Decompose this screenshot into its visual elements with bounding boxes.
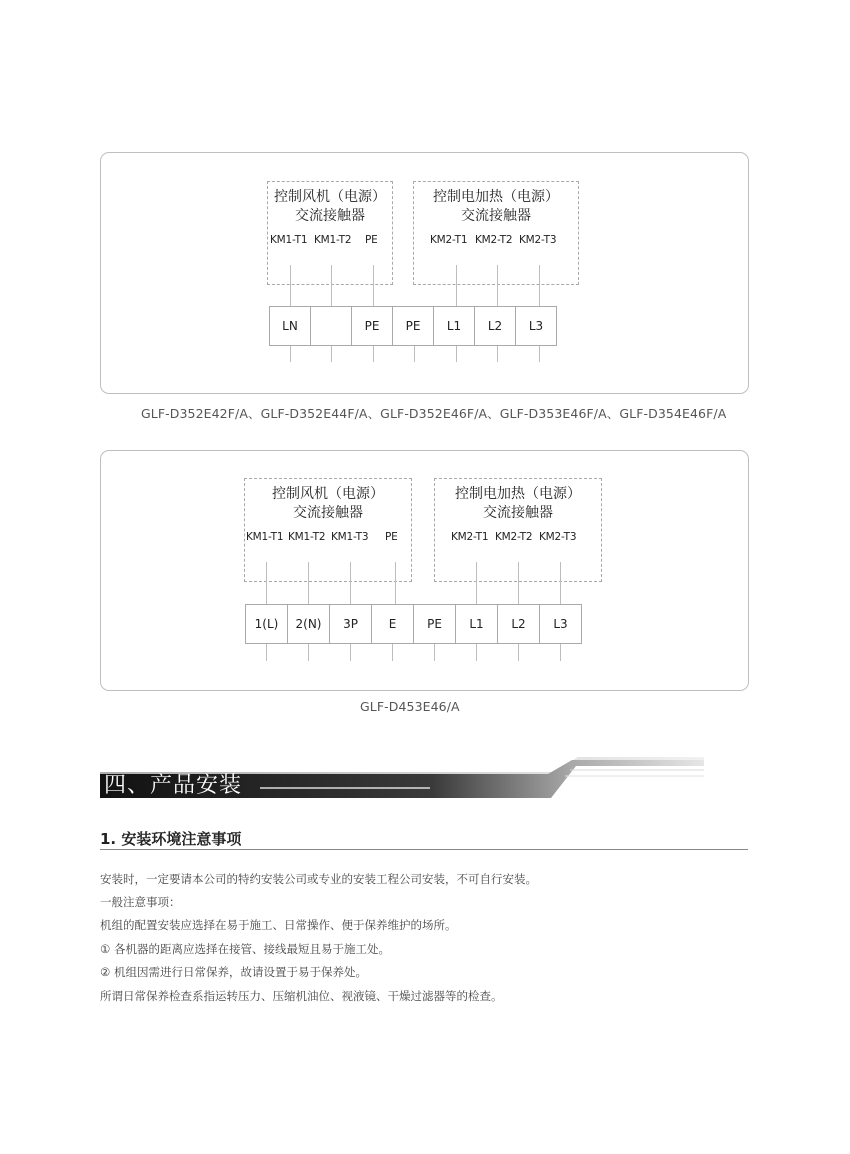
km-label: KM1-T2: [314, 234, 352, 246]
wire: [434, 644, 435, 661]
wire: [395, 562, 396, 604]
km-label: KM2-T2: [495, 531, 533, 543]
wire: [560, 562, 561, 604]
heater-contactor-box: [413, 181, 579, 285]
km-label: KM1-T2: [288, 531, 326, 543]
terminal: L2: [497, 604, 540, 644]
wire: [266, 562, 267, 604]
paragraph: 安装时，一定要请本公司的特约安装公司或专业的安装工程公司安装，不可自行安装。: [100, 872, 537, 886]
fan-contactor-title: 控制风机（电源）: [274, 189, 386, 205]
paragraph: 机组的配置安装应选择在易于施工、日常操作、便于保养维护的场所。: [100, 918, 457, 932]
heater-contactor-title: 控制电加热（电源）: [433, 189, 559, 205]
fan-contactor-box: [244, 478, 412, 582]
km-label: KM2-T1: [430, 234, 468, 246]
wire: [518, 562, 519, 604]
terminal-block-2: [245, 604, 581, 644]
wire: [350, 562, 351, 604]
km-label: KM2-T2: [475, 234, 513, 246]
km-label: KM1-T3: [331, 531, 369, 543]
terminal: L3: [515, 306, 557, 346]
wire: [350, 644, 351, 661]
wire: [392, 644, 393, 661]
wire: [539, 265, 540, 306]
subsection-divider: [100, 849, 748, 850]
wire: [539, 346, 540, 362]
terminal-block-1: [269, 306, 556, 346]
km-label: KM2-T3: [519, 234, 557, 246]
wire: [373, 346, 374, 362]
terminal: E: [371, 604, 414, 644]
paragraph: 所谓日常保养检查系指运转压力、压缩机油位、视液镜、干燥过滤器等的检查。: [100, 989, 503, 1003]
wiring-diagram-2: [100, 450, 749, 691]
terminal: PE: [392, 306, 434, 346]
wire: [308, 644, 309, 661]
wire: [518, 644, 519, 661]
terminal: L3: [539, 604, 582, 644]
km-label: KM2-T1: [451, 531, 489, 543]
km-label: PE: [365, 234, 378, 246]
terminal: [310, 306, 352, 346]
terminal: PE: [351, 306, 393, 346]
terminal: 1(L): [245, 604, 288, 644]
km-label: KM1-T1: [270, 234, 308, 246]
paragraph: ② 机组因需进行日常保养，故请设置于易于保养处。: [100, 965, 367, 979]
paragraph: ① 各机器的距离应选择在接管、接线最短且易于施工处。: [100, 942, 390, 956]
km-label: KM2-T3: [539, 531, 577, 543]
terminal: PE: [413, 604, 456, 644]
wire: [476, 562, 477, 604]
fan-contactor-title: 控制风机（电源）: [272, 486, 384, 502]
wire: [290, 346, 291, 362]
heater-contactor-subtitle: 交流接触器: [483, 505, 553, 521]
fan-contactor-subtitle: 交流接触器: [295, 208, 365, 224]
terminal: LN: [269, 306, 311, 346]
wire: [497, 265, 498, 306]
terminal: 3P: [329, 604, 372, 644]
wire: [456, 265, 457, 306]
fan-contactor-subtitle: 交流接触器: [293, 505, 363, 521]
km-label: KM1-T1: [246, 531, 284, 543]
wire: [476, 644, 477, 661]
wire: [308, 562, 309, 604]
paragraph: 一般注意事项：: [100, 895, 181, 909]
heater-contactor-title: 控制电加热（电源）: [455, 486, 581, 502]
fan-contactor-box: [267, 181, 393, 285]
heater-contactor-subtitle: 交流接触器: [461, 208, 531, 224]
wire: [456, 346, 457, 362]
terminal: L2: [474, 306, 516, 346]
wire: [414, 346, 415, 362]
model-list-1: GLF-D352E42F/A、GLF-D352E44F/A、GLF-D352E46F/A、GLF-D353E46F/A、GLF-D354E46F/A: [141, 406, 727, 421]
terminal: L1: [433, 306, 475, 346]
wire: [497, 346, 498, 362]
wire: [560, 644, 561, 661]
wire: [266, 644, 267, 661]
km-label: PE: [385, 531, 398, 543]
terminal: 2(N): [287, 604, 330, 644]
subsection-title: 1. 安装环境注意事项: [100, 830, 242, 848]
terminal: L1: [455, 604, 498, 644]
wire: [290, 265, 291, 306]
section-title: 四、产品安装: [104, 773, 243, 798]
wire: [331, 265, 332, 306]
wire: [331, 346, 332, 362]
model-list-2: GLF-D453E46/A: [360, 699, 460, 714]
wire: [373, 265, 374, 306]
